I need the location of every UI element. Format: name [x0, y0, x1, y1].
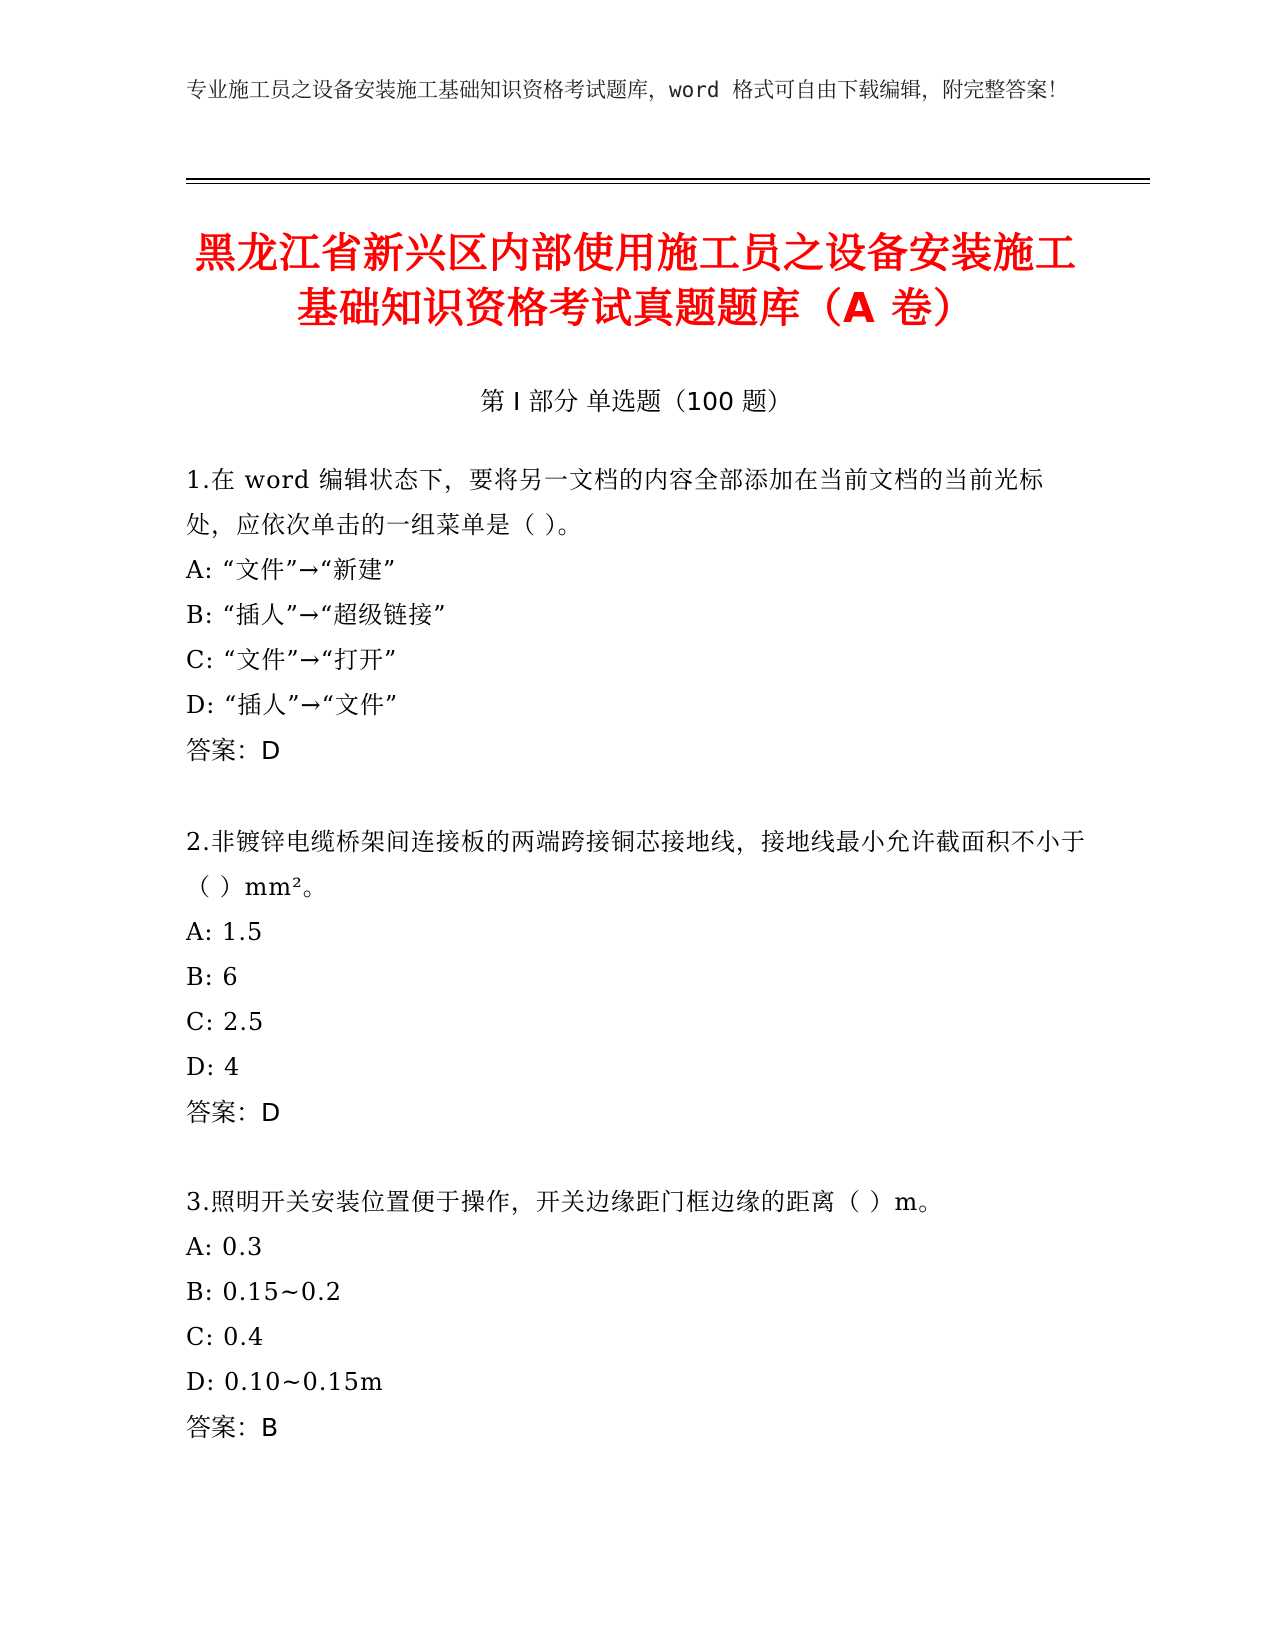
question-stem: 3.照明开关安装位置便于操作，开关边缘距门框边缘的距离（ ）m。	[186, 1188, 944, 1216]
header-rule-thin	[186, 183, 1150, 184]
question-stem: 1.在 word 编辑状态下，要将另一文档的内容全部添加在当前文档的当前光标处，应依次单击的一组菜单是（ ）。	[186, 466, 1044, 539]
header-rule-thick	[186, 178, 1150, 180]
question-1	[186, 458, 1086, 773]
answer-label: 答案：D	[186, 1098, 281, 1127]
option-c: C: 0.4	[186, 1323, 265, 1351]
document-title: 黑龙江省新兴区内部使用施工员之设备安装施工基础知识资格考试真题题库（A 卷）	[195, 229, 1077, 332]
option-a: A: 1.5	[186, 918, 264, 946]
header-note: 专业施工员之设备安装施工基础知识资格考试题库，word 格式可自由下载编辑，附完整答案！	[186, 78, 1069, 102]
question-2	[186, 820, 1086, 1135]
question-stem: 2.非镀锌电缆桥架间连接板的两端跨接铜芯接地线，接地线最小允许截面积不小于（ ）mm²。	[186, 828, 1086, 901]
option-a: A: 0.3	[186, 1233, 264, 1261]
option-a: A: “文件”→“新建”	[186, 556, 397, 584]
question-3	[186, 1180, 1086, 1450]
option-b: B: “插人”→“超级链接”	[186, 601, 447, 629]
answer-label: 答案：D	[186, 736, 281, 765]
option-c: C: 2.5	[186, 1008, 265, 1036]
option-d: D: 4	[186, 1053, 241, 1081]
option-c: C: “文件”→“打开”	[186, 646, 398, 674]
answer-label: 答案：B	[186, 1413, 279, 1442]
option-b: B: 0.15~0.2	[186, 1278, 343, 1306]
option-d: D: 0.10~0.15m	[186, 1368, 384, 1396]
option-b: B: 6	[186, 963, 239, 991]
section-title: 第 I 部分 单选题（100 题）	[480, 387, 792, 416]
option-d: D: “插人”→“文件”	[186, 691, 399, 719]
